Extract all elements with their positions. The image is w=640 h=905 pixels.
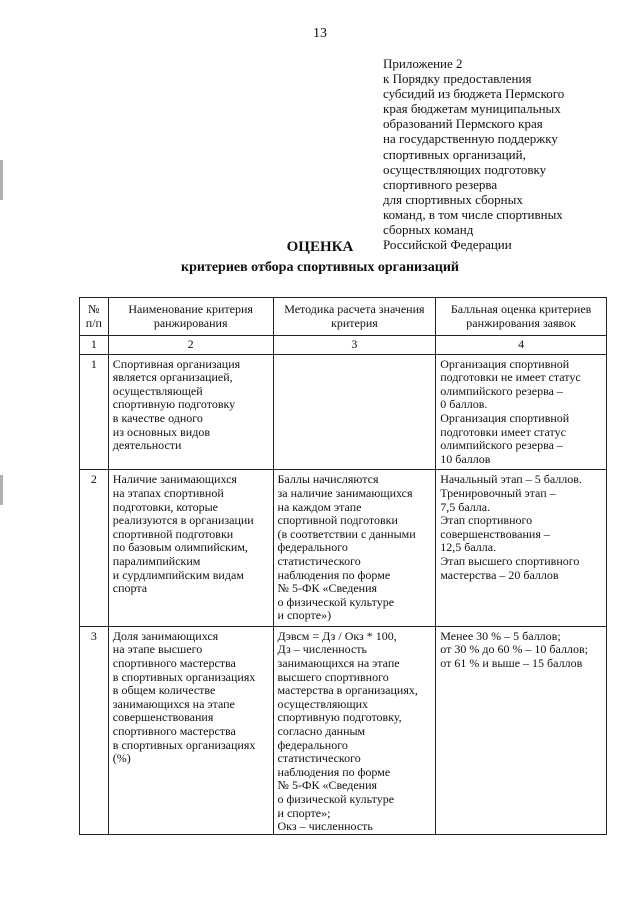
method-cell	[273, 626, 436, 834]
cell-line: № 5-ФК «Сведения	[277, 778, 378, 793]
table-row	[80, 354, 607, 470]
cell-line: от 30 % до 60 % – 10 баллов;	[440, 642, 588, 657]
cell-line: занимающихся на этапе	[112, 696, 235, 711]
cell-line: на каждом этапе	[277, 499, 362, 514]
cell-line: наблюдения по форме	[277, 764, 391, 779]
cell-line: Наличие занимающихся	[112, 472, 237, 487]
cell-line: Этап спортивного	[440, 513, 533, 528]
cell-line: № 5-ФК «Сведения	[277, 581, 378, 596]
cell-line: статистического	[277, 553, 361, 568]
cell-line: спорта	[112, 581, 148, 596]
cell-line: в общем количестве	[112, 683, 216, 698]
margin-mark	[0, 475, 3, 505]
criterion-name-cell	[108, 470, 273, 627]
cell-line: (в соответствии с данными	[277, 526, 416, 541]
cell-line: олимпийского резерва –	[440, 438, 563, 453]
row-number: 2	[80, 470, 109, 627]
score-cell	[436, 354, 607, 470]
cell-line: является организацией,	[112, 370, 233, 385]
cell-line: спортивной подготовки	[277, 513, 398, 528]
page-number: 13	[313, 26, 327, 41]
cell-line: подготовки имеет статус	[440, 424, 566, 439]
criterion-name-cell	[108, 626, 273, 834]
cell-line: от 61 % и выше – 15 баллов	[440, 656, 583, 671]
cell-line: подготовки, которые	[112, 499, 218, 514]
column-number: 2	[108, 336, 273, 355]
cell-line: Организация спортивной	[440, 356, 570, 371]
appendix-line: команд, в том числе спортивных	[383, 206, 563, 222]
column-number-row	[80, 336, 607, 355]
cell-line: подготовки не имеет статус	[440, 370, 581, 385]
table-row	[80, 626, 607, 834]
cell-line: мастерства – 20 баллов	[440, 567, 559, 582]
cell-line: реализуются в организации	[112, 513, 254, 528]
cell-line: из основных видов	[112, 424, 210, 439]
cell-line: статистического	[277, 751, 361, 766]
cell-line: Дэвсм = Дз / Окз * 100,	[277, 628, 397, 643]
header-number: № п/п	[80, 298, 109, 336]
appendix-line: края бюджетам муниципальных	[383, 101, 561, 117]
cell-line: 10 баллов	[440, 451, 491, 466]
cell-line: Организация спортивной	[440, 410, 570, 425]
cell-line: наблюдения по форме	[277, 567, 391, 582]
header-criterion-name: Наименование критерия ранжирования	[108, 298, 273, 336]
column-number: 3	[273, 336, 436, 355]
appendix-line: на государственную поддержку	[383, 131, 558, 147]
cell-line: Дз – численность	[277, 642, 368, 657]
row-number: 1	[80, 354, 109, 470]
cell-line: и спорте»)	[277, 608, 332, 623]
method-cell	[273, 354, 436, 470]
cell-line: за наличие занимающихся	[277, 485, 413, 500]
table-header-row	[80, 298, 607, 336]
appendix-line: сборных команд	[383, 222, 474, 238]
cell-line: и сурдлимпийским видам	[112, 567, 244, 582]
cell-line: на этапе высшего	[112, 642, 203, 657]
cell-line: о физической культуре	[277, 792, 395, 806]
cell-line: Окз – численность	[277, 819, 373, 834]
appendix-line: для спортивных сборных	[383, 191, 523, 207]
appendix-line: образований Пермского края	[383, 116, 543, 132]
cell-line: о физической культуре	[277, 594, 395, 609]
cell-line: олимпийского резерва –	[440, 383, 563, 398]
cell-line: деятельности	[112, 438, 182, 453]
cell-line: осуществляющей	[112, 383, 203, 398]
cell-line: Менее 30 % – 5 баллов;	[440, 628, 561, 643]
document-subtitle: критериев отбора спортивных организаций	[181, 260, 459, 275]
cell-line: совершенствования –	[440, 526, 550, 541]
cell-line: мастерства в организациях,	[277, 683, 418, 698]
cell-line: 7,5 балла.	[440, 499, 491, 514]
cell-line: осуществляющих	[277, 696, 369, 711]
cell-line: в качестве одного	[112, 410, 203, 425]
cell-line: Баллы начисляются	[277, 472, 379, 487]
cell-line: (%)	[112, 751, 131, 766]
cell-line: в спортивных организациях	[112, 669, 256, 684]
appendix-line: к Порядку предоставления	[383, 71, 532, 87]
cell-line: согласно данным	[277, 724, 366, 739]
margin-mark	[0, 160, 3, 200]
cell-line: 0 баллов.	[440, 397, 488, 412]
cell-line: спортивную подготовку	[112, 397, 236, 412]
cell-line: в спортивных организациях	[112, 737, 256, 752]
cell-line: и спорте»;	[277, 805, 331, 820]
document-title: ОЦЕНКА	[286, 239, 354, 255]
cell-line: федерального	[277, 737, 348, 752]
column-number: 4	[436, 336, 607, 355]
appendix-line: осуществляющих подготовку	[383, 161, 547, 177]
method-cell	[273, 470, 436, 627]
cell-line: высшего спортивного	[277, 669, 389, 684]
header-method: Методика расчета значения критерия	[273, 298, 436, 336]
row-number: 3	[80, 626, 109, 834]
cell-line: спортивную подготовку,	[277, 710, 402, 725]
cell-line: Начальный этап – 5 баллов.	[440, 472, 582, 487]
cell-line: на этапах спортивной	[112, 485, 224, 500]
cell-line: федерального	[277, 540, 348, 555]
appendix-line: спортивных организаций,	[383, 146, 526, 162]
cell-line: спортивного мастерства	[112, 656, 236, 671]
table-row	[80, 470, 607, 627]
header-score: Балльная оценка критериев ранжирования заявок	[436, 298, 607, 336]
appendix-line: спортивного резерва	[383, 176, 498, 192]
cell-line: совершенствования	[112, 710, 214, 725]
appendix-line: Приложение 2	[383, 56, 463, 71]
criteria-table	[79, 297, 607, 835]
column-number: 1	[80, 336, 109, 355]
score-cell	[436, 470, 607, 627]
cell-line: Этап высшего спортивного	[440, 553, 580, 568]
cell-line: Спортивная организация	[112, 356, 241, 371]
score-cell	[436, 626, 607, 834]
cell-line: занимающихся на этапе	[277, 656, 400, 671]
cell-line: спортивной подготовки	[112, 526, 234, 541]
appendix-block	[383, 56, 628, 252]
criterion-name-cell	[108, 354, 273, 470]
cell-line: спортивного мастерства	[112, 724, 236, 739]
cell-line: по базовым олимпийским,	[112, 540, 248, 555]
cell-line: Доля занимающихся	[112, 628, 219, 643]
appendix-line: субсидий из бюджета Пермского	[383, 86, 565, 102]
cell-line: паралимпийским	[112, 553, 201, 568]
cell-line: Тренировочный этап –	[440, 485, 556, 500]
cell-line: 12,5 балла.	[440, 540, 497, 555]
appendix-line: Российской Федерации	[383, 237, 512, 253]
